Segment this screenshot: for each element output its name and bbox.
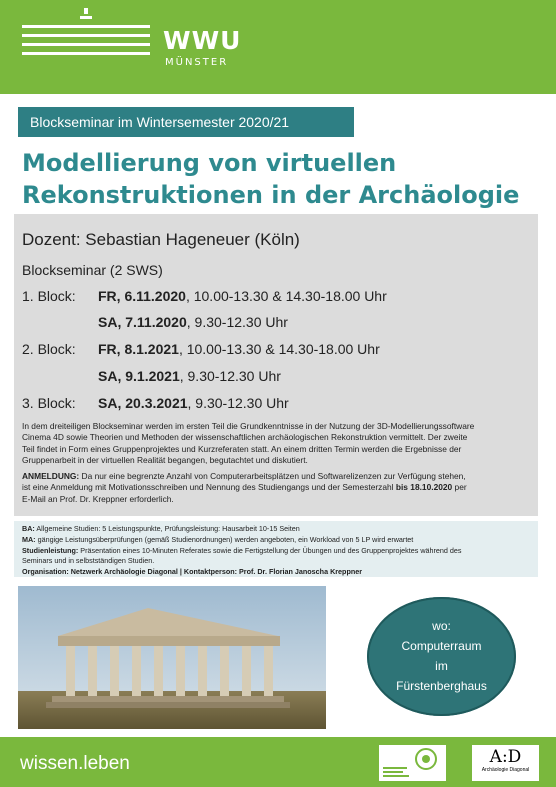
title-line-2: Rekonstruktionen in der Archäologie <box>22 181 520 209</box>
title-line-1: Modellierung von virtuellen <box>22 149 397 177</box>
description-line: In dem dreiteiligen Blockseminar werden im ersten Teil die Grundkenntnisse in der Nutzung der 3D-Modellierungssoftware <box>22 421 475 431</box>
registration-line: ist eine Anmeldung mit Motivationsschreiben und Nennung des Studiengangs und der Semesterzahl bis 18.10.2020 per <box>22 482 467 493</box>
block-label-3: 3. Block: <box>22 395 76 411</box>
registration-line: E-Mail an Prof. Dr. Kreppner erforderlich. <box>22 493 174 504</box>
wwu-logo-icon <box>22 8 152 68</box>
rosette-icon <box>379 745 446 781</box>
location-preposition: im <box>435 659 448 673</box>
description <box>22 421 528 467</box>
block-date: FR, 6.11.2020, 10.00-13.30 & 14.30-18.00 Uhr <box>98 288 387 304</box>
block-date: SA, 7.11.2020, 9.30-12.30 Uhr <box>98 314 288 330</box>
ma-info: MA: gängige Leistungsüberprüfungen (gemäß Studienordnungen) werden angeboten, ein Workload von 5 LP wird erwartet <box>22 535 414 544</box>
location-room: Computerraum <box>401 639 482 653</box>
studienleistung-info: Studienleistung: Präsentation eines 10-Minuten Referates sowie die Fertigstellung der Übungen und des Gruppenprojektes während des <box>22 546 462 555</box>
lecturer: Dozent: Sebastian Hageneuer (Köln) <box>22 230 300 249</box>
logo-text: WWU <box>163 26 242 55</box>
logo-ad-title: A:D <box>489 747 522 767</box>
location-label: wo: <box>432 619 451 633</box>
ba-info: BA: Allgemeine Studien: 5 Leistungspunkte, Prüfungsleistung: Hausarbeit 10-15 Seiten <box>22 524 300 533</box>
page-title <box>22 147 519 211</box>
partner-logo-icon <box>379 745 446 781</box>
seminar-type: Blockseminar (2 SWS) <box>22 262 163 278</box>
location-building: Fürstenberghaus <box>396 679 487 693</box>
semester-badge: Blockseminar im Wintersemester 2020/21 <box>18 107 354 137</box>
studienleistung-info-2: Seminars und in selbstständigen Studien. <box>22 556 155 565</box>
description-line: Teil findet in Form eines Gruppenprojektes und Kurzreferaten statt. An einem dritten Termin werden die Ergebnisse der <box>22 443 462 454</box>
registration-line: ANMELDUNG: Da nur eine begrenzte Anzahl von Computerarbeitsplätzen und Softwarelizenzen zur Verfügung stehen, <box>22 471 466 481</box>
temple-image <box>18 586 326 729</box>
organisation-info: Organisation: Netzwerk Archäologie Diagonal | Kontaktperson: Prof. Dr. Florian Janoscha Kreppner <box>22 567 363 576</box>
block-date: SA, 20.3.2021, 9.30-12.30 Uhr <box>98 395 289 411</box>
archaeologie-diagonal-logo <box>472 745 539 781</box>
location-circle <box>367 597 516 716</box>
logo-subtitle: MÜNSTER <box>165 57 229 68</box>
block-label-2: 2. Block: <box>22 341 76 357</box>
block-date: SA, 9.1.2021, 9.30-12.30 Uhr <box>98 368 281 384</box>
description-line: Gruppenarbeit in der virtuellen Realität begangen, begutachtet und diskutiert. <box>22 455 308 466</box>
registration <box>22 471 528 505</box>
description-line: Cinema 4D sowie Theorien und Methoden der wissenschaftlichen archäologischen Rekonstruktion vermittelt. Der zweite <box>22 432 468 443</box>
block-date: FR, 8.1.2021, 10.00-13.30 & 14.30-18.00 Uhr <box>98 341 380 357</box>
slogan: wissen.leben <box>20 753 130 774</box>
logo-ad-subtitle: Archäologie Diagonal <box>481 767 530 773</box>
block-label-1: 1. Block: <box>22 288 76 304</box>
